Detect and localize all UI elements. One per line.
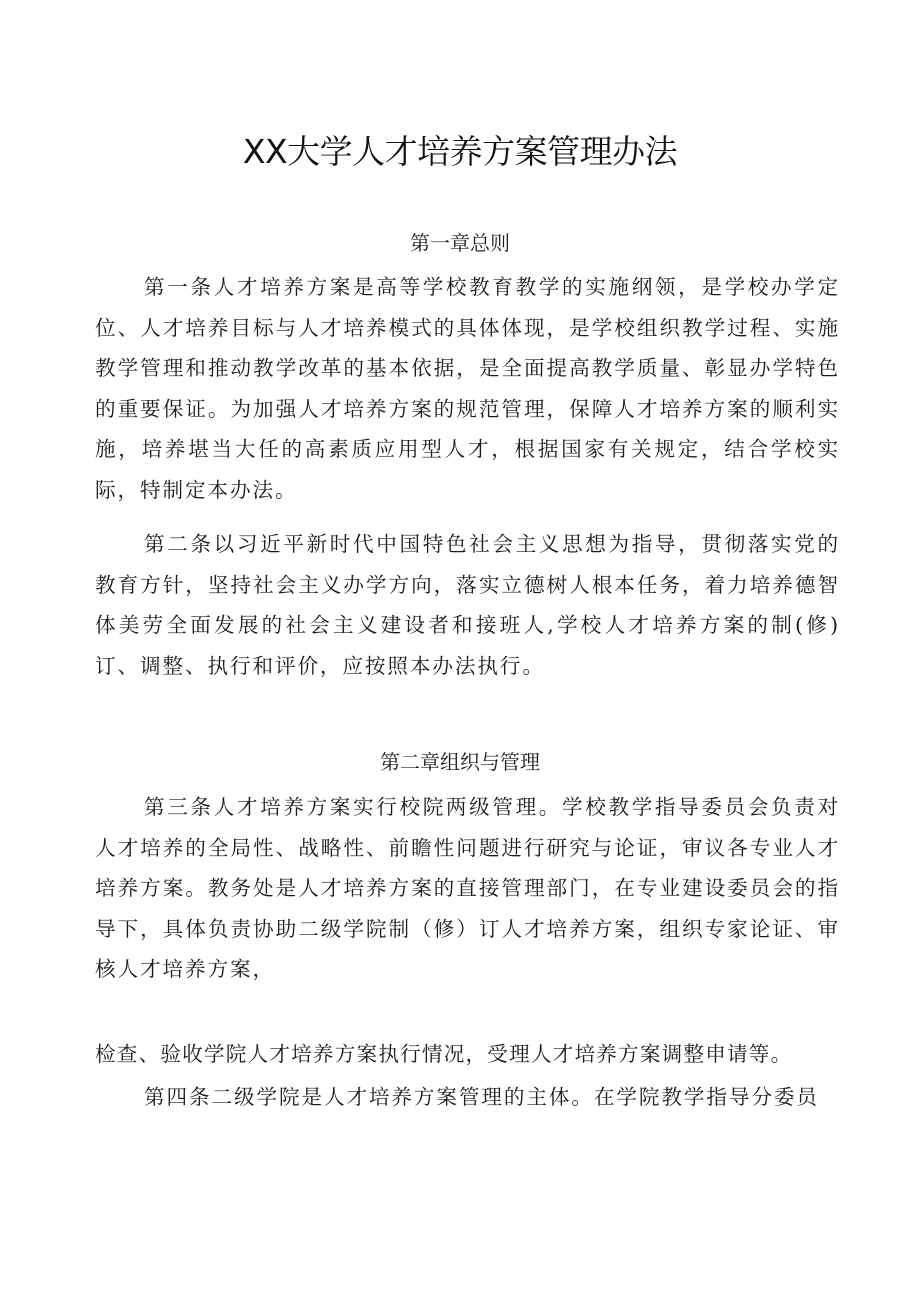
article-3-continuation: 检查、验收学院人才培养方案执行情况，受理人才培养方案调整申请等。 <box>95 1042 793 1066</box>
article-2-paragraph: 第二条以习近平新时代中国特色社会主义思想为指导，贯彻落实党的教育方针，坚持社会主义办学方向，落实立德树人根本任务，着力培养德智体美劳全面发展的社会主义建设者和接班人,学校人才培养方案的制(修)订、调整、执行和评价，应按照本办法执行。 <box>95 532 840 678</box>
article-4-paragraph: 第四条二级学院是人才培养方案管理的主体。在学院教学指导分委员 <box>144 1085 819 1109</box>
document-title: XX大学人才培养方案管理办法 <box>242 132 678 171</box>
chapter-1-heading: 第一章总则 <box>410 231 510 255</box>
article-3-paragraph: 第三条人才培养方案实行校院两级管理。学校教学指导委员会负责对人才培养的全局性、战略性、前瞻性问题进行研究与论证，审议各专业人才培养方案。教务处是人才培养方案的直接管理部门，在专业建设委员会的指导下，具体负责协助二级学院制（修）订人才培养方案，组织专家论证、审核人才培养方案， <box>95 795 840 982</box>
article-1-paragraph: 第一条人才培养方案是高等学校教育教学的实施纲领，是学校办学定位、人才培养目标与人才培养模式的具体体现，是学校组织教学过程、实施教学管理和推动教学改革的基本依据，是全面提高教学质量、彰显办学特色的重要保证。为加强人才培养方案的规范管理，保障人才培养方案的顺利实施，培养堪当大任的高素质应用型人才，根据国家有关规定，结合学校实际，特制定本办法。 <box>95 275 840 502</box>
chapter-2-heading: 第二章组织与管理 <box>380 750 540 774</box>
